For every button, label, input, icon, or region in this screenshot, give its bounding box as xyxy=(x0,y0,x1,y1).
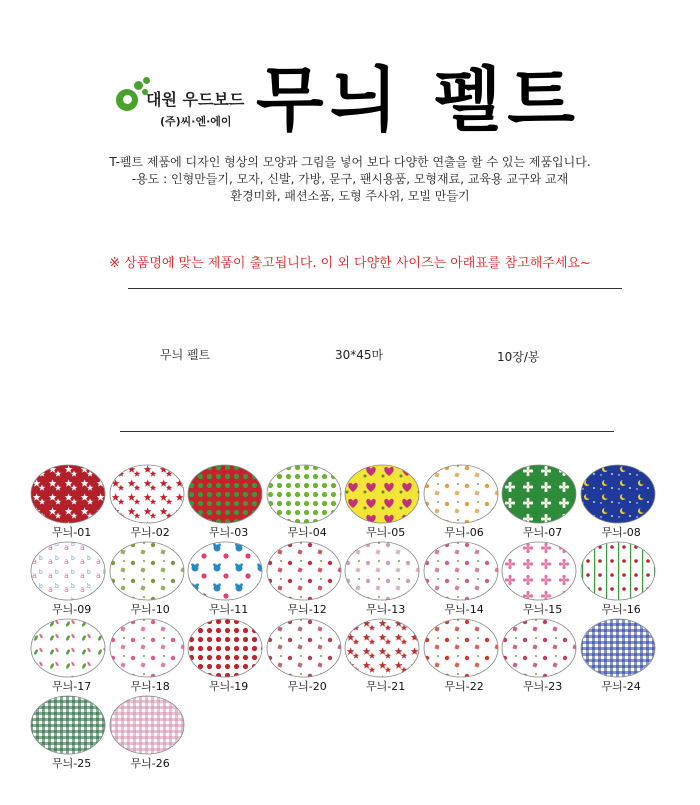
swatch-image xyxy=(30,694,106,756)
swatch-image xyxy=(501,540,577,602)
product-size: 30*45마 xyxy=(335,348,384,362)
swatch-label: 무늬-26 xyxy=(130,757,170,770)
swatch-item xyxy=(423,463,503,537)
swatch-item xyxy=(501,617,581,691)
logo-company-sub: (주)씨·엔·에이 xyxy=(160,115,232,128)
swatch-item xyxy=(423,617,503,691)
swatch-label: 무늬-02 xyxy=(130,526,170,539)
swatch-image xyxy=(30,463,106,525)
swatch-label: 무늬-14 xyxy=(444,603,484,616)
swatch-item xyxy=(30,463,110,537)
swatch-image xyxy=(109,617,185,679)
swatch-image xyxy=(30,540,106,602)
logo-company-name: 대원 우드보드 xyxy=(146,90,245,109)
swatch-label: 무늬-09 xyxy=(52,603,92,616)
swatch-item xyxy=(266,463,346,537)
product-name: 무늬 펠트 xyxy=(160,348,211,362)
swatch-label: 무늬-20 xyxy=(287,680,327,693)
swatch-label: 무늬-05 xyxy=(366,526,406,539)
swatch-item xyxy=(423,540,503,614)
swatch-item xyxy=(580,540,660,614)
swatch-image xyxy=(344,617,420,679)
swatch-image xyxy=(266,540,342,602)
swatch-label: 무늬-23 xyxy=(523,680,563,693)
swatch-label: 무늬-22 xyxy=(444,680,484,693)
swatch-image xyxy=(344,463,420,525)
swatch-image xyxy=(501,463,577,525)
swatch-item xyxy=(344,540,424,614)
swatch-item xyxy=(501,540,581,614)
divider-top xyxy=(128,288,622,289)
swatch-label: 무늬-18 xyxy=(130,680,170,693)
swatch-image xyxy=(580,617,656,679)
swatch-image xyxy=(344,540,420,602)
swatch-item xyxy=(187,617,267,691)
swatch-item xyxy=(30,694,110,768)
swatch-label: 무늬-01 xyxy=(52,526,92,539)
description-line-2: -용도 : 인형만들기, 모자, 신발, 가방, 문구, 팬시용품, 모형재료, 교육용 교구와 교재 xyxy=(131,172,569,186)
swatch-item xyxy=(266,617,346,691)
swatch-label: 무늬-25 xyxy=(52,757,92,770)
swatch-item xyxy=(266,540,346,614)
swatch-item xyxy=(109,463,189,537)
swatch-item xyxy=(109,617,189,691)
swatch-item xyxy=(187,463,267,537)
swatch-label: 무늬-13 xyxy=(366,603,406,616)
swatch-item xyxy=(30,617,110,691)
swatch-item xyxy=(580,463,660,537)
swatch-image xyxy=(423,463,499,525)
page-title: 무늬 펠트 xyxy=(256,59,581,141)
swatch-item xyxy=(109,694,189,768)
swatch-image xyxy=(187,540,263,602)
swatch-label: 무늬-16 xyxy=(601,603,641,616)
swatch-item xyxy=(501,463,581,537)
swatch-image xyxy=(30,617,106,679)
swatch-image xyxy=(109,463,185,525)
swatch-label: 무늬-04 xyxy=(287,526,327,539)
swatch-image xyxy=(187,463,263,525)
company-logo xyxy=(112,75,252,145)
swatch-item xyxy=(109,540,189,614)
swatch-label: 무늬-19 xyxy=(209,680,249,693)
swatch-label: 무늬-24 xyxy=(601,680,641,693)
swatch-label: 무늬-17 xyxy=(52,680,92,693)
swatch-label: 무늬-06 xyxy=(444,526,484,539)
description-line-3: 환경미화, 패션소품, 도형 주사위, 모빌 만들기 xyxy=(230,189,470,203)
swatch-image xyxy=(501,617,577,679)
swatch-label: 무늬-08 xyxy=(601,526,641,539)
swatch-label: 무늬-03 xyxy=(209,526,249,539)
notice-text: ※ 상품명에 맞는 제품이 출고됩니다. 이 외 다양한 사이즈는 아래표를 참고해주세요~ xyxy=(109,256,591,271)
swatch-image xyxy=(266,617,342,679)
swatch-item xyxy=(580,617,660,691)
swatch-item xyxy=(30,540,110,614)
swatch-label: 무늬-15 xyxy=(523,603,563,616)
swatch-label: 무늬-12 xyxy=(287,603,327,616)
swatch-image xyxy=(109,540,185,602)
swatch-image xyxy=(580,540,656,602)
swatch-image xyxy=(423,617,499,679)
swatch-image xyxy=(266,463,342,525)
swatch-image xyxy=(580,463,656,525)
divider-bottom xyxy=(120,431,614,432)
swatch-item xyxy=(344,617,424,691)
swatch-item xyxy=(187,540,267,614)
description-line-1: T-펠트 제품에 디자인 형상의 모양과 그림을 넣어 보다 다양한 연출을 할 수 있는 제품입니다. xyxy=(109,155,591,169)
swatch-image xyxy=(423,540,499,602)
swatch-label: 무늬-11 xyxy=(209,603,249,616)
product-unit: 10장/봉 xyxy=(497,350,540,364)
swatch-label: 무늬-10 xyxy=(130,603,170,616)
header xyxy=(0,55,700,145)
swatch-image xyxy=(187,617,263,679)
swatch-label: 무늬-07 xyxy=(523,526,563,539)
swatch-item xyxy=(344,463,424,537)
swatch-label: 무늬-21 xyxy=(366,680,406,693)
swatch-image xyxy=(109,694,185,756)
